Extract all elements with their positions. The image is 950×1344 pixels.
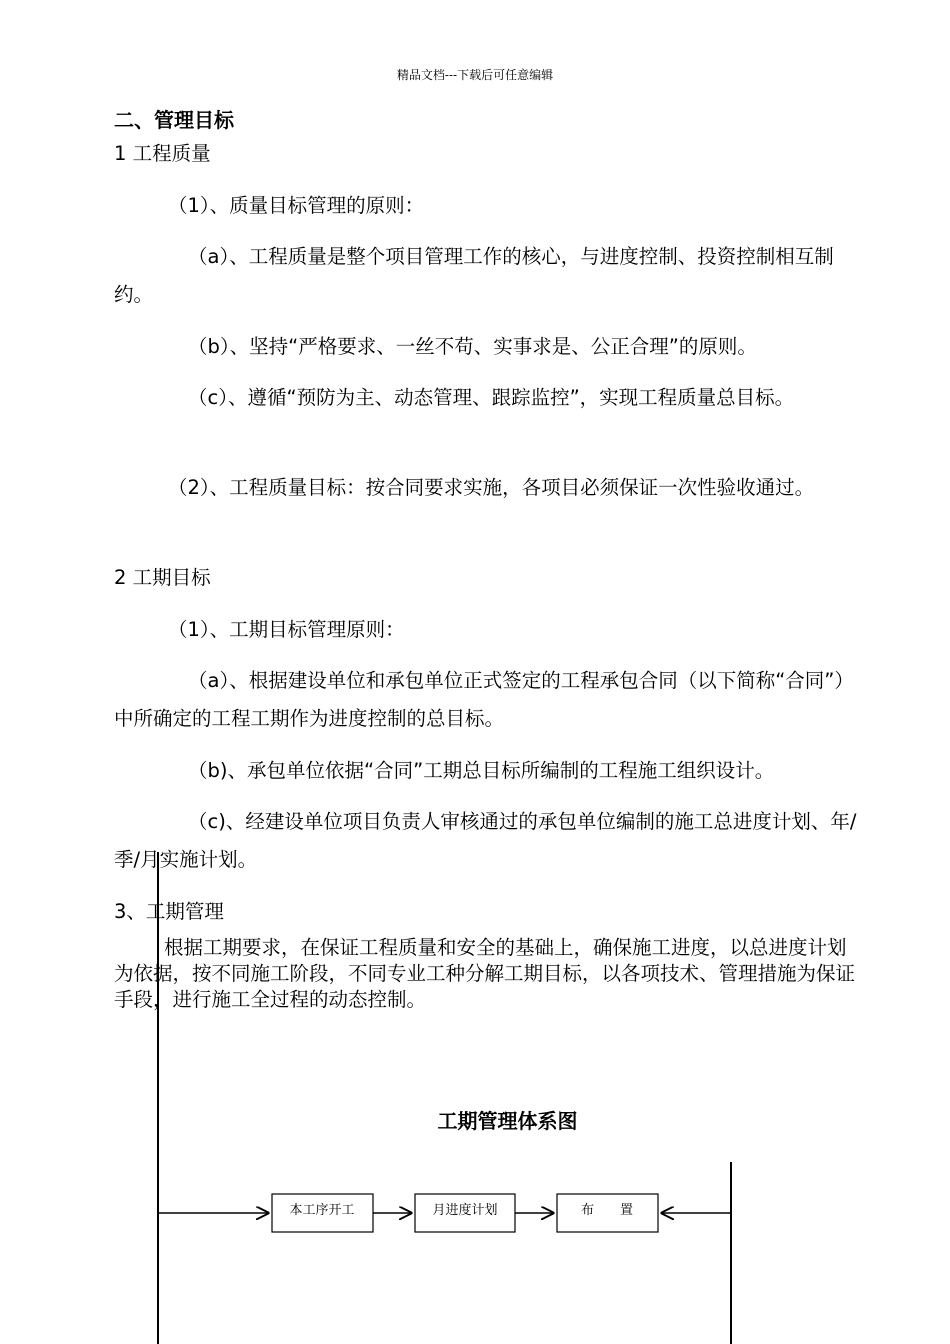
- s1-item-c: （c）、遵循“预防为主、动态管理、跟踪监控”，实现工程质量总目标。: [188, 386, 795, 409]
- box-arrange-label: 布 置: [580, 1203, 634, 1218]
- s2-title: 2 工期目标: [114, 566, 211, 589]
- s1-item-b: （b）、坚持“严格要求、一丝不苟、实事求是、公正合理”的原则。: [188, 335, 757, 358]
- s2-item-b: （b)、承包单位依据“合同”工期总目标所编制的工程施工组织设计。: [188, 759, 775, 782]
- s1-item-a: （a）、工程质量是整个项目管理工作的核心，与进度控制、投资控制相互制约。: [114, 245, 834, 306]
- header-note: 精品文档---下载后可任意编辑: [396, 68, 554, 82]
- box-monthly-plan-label: 月进度计划: [432, 1203, 498, 1218]
- diagram-title: 工期管理体系图: [437, 1109, 578, 1133]
- s1-p2: （2）、工程质量目标：按合同要求实施，各项目必须保证一次性验收通过。: [168, 476, 815, 499]
- s2-item-a: （a）、根据建设单位和承包单位正式签定的工程承包合同（以下简称“合同”）中所确定的工程工期作为进度控制的总目标。: [114, 669, 854, 730]
- s2-p1-heading: （1）、工期目标管理原则：: [168, 618, 405, 641]
- s3-body: 根据工期要求，在保证工程质量和安全的基础上，确保施工进度，以总进度计划为依据，按不同施工阶段，不同专业工种分解工期目标，以各项技术、管理措施为保证手段，进行施工全过程的动态控制。: [114, 936, 856, 1011]
- s1-p1-heading: （1）、质量目标管理的原则：: [168, 194, 425, 217]
- s1-title: 1 工程质量: [114, 142, 211, 165]
- section-title: 二、管理目标: [114, 108, 234, 132]
- s3-title: 3、工期管理: [114, 900, 224, 923]
- s2-item-c: （c)、经建设单位项目负责人审核通过的承包单位编制的施工总进度计划、年/季/月实施计划。: [114, 810, 857, 871]
- box-start-process-label: 本工序开工: [289, 1203, 355, 1218]
